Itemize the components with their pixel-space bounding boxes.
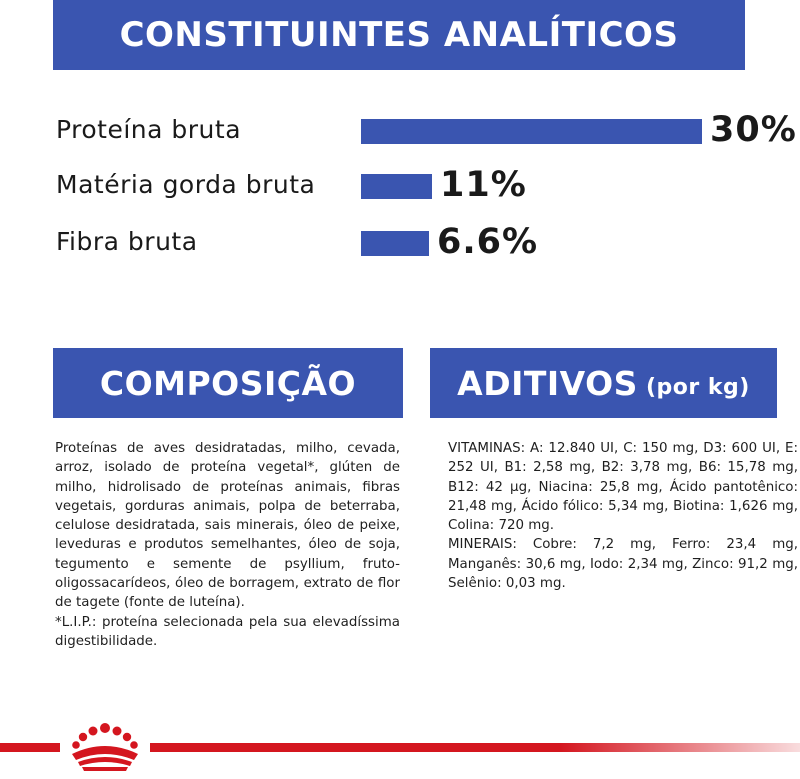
composition-ingredients: Proteínas de aves desidratadas, milho, cevada, arroz, isolado de proteína vegetal*, glúten de milho, hidrolisado de proteínas animais, fibras vegetais, gorduras animais, polpa de beterraba, celulose desidratada, sais minerais, óleo de peixe, leveduras e produtos semelhantes, óleo de soja, tegumento e semente de psyllium, fruto-oligossacarídeos, óleo de borragem, extrato de flor de tagete (fonte de luteína). <box>55 441 400 611</box>
nutrient-bar <box>361 174 432 199</box>
composition-title: COMPOSIÇÃO <box>99 363 357 403</box>
nutrient-bar <box>361 231 429 256</box>
composition-note: *L.I.P.: proteína selecionada pela sua elevadíssima digestibilidade. <box>55 614 400 649</box>
nutrient-value: 6.6% <box>437 222 539 262</box>
nutrient-value: 11% <box>440 165 527 205</box>
nutrient-row-protein <box>0 110 800 150</box>
additives-minerals: MINERAIS: Cobre: 7,2 mg, Ferro: 23,4 mg, Manganês: 30,6 mg, Iodo: 2,34 mg, Zinco: 91,2 mg, Selênio: 0,03 mg. <box>448 537 798 592</box>
composition-banner <box>53 348 403 418</box>
nutrient-row-fiber <box>0 222 800 262</box>
analytical-constituents-banner <box>53 0 745 70</box>
additives-title: ADITIVOS <box>457 363 638 403</box>
analytical-constituents-title: CONSTITUINTES ANALÍTICOS <box>119 15 679 55</box>
royal-crown-icon <box>60 718 150 775</box>
additives-vitamins: VITAMINAS: A: 12.840 UI, C: 150 mg, D3: 600 UI, E: 252 UI, B1: 2,58 mg, B2: 3,78 mg, B6: 15,78 mg, B12: 42 µg, Niacina: 25,8 mg, Ácido pantotênico: 21,48 mg, Ácido fólico: 5,34 mg, Biotina: 1,626 mg, Colina: 720 mg. <box>448 441 798 534</box>
nutrient-row-fat <box>0 165 800 205</box>
nutrient-label: Matéria gorda bruta <box>56 170 316 199</box>
nutrient-bar <box>361 119 702 144</box>
nutrient-label: Proteína bruta <box>56 115 242 144</box>
brand-logo <box>60 718 150 775</box>
additives-text-block <box>448 439 798 593</box>
additives-banner <box>430 348 777 418</box>
composition-text-block <box>55 439 400 651</box>
additives-title-suffix: (por kg) <box>645 374 750 400</box>
nutrient-value: 30% <box>710 110 797 150</box>
nutrient-label: Fibra bruta <box>56 227 198 256</box>
